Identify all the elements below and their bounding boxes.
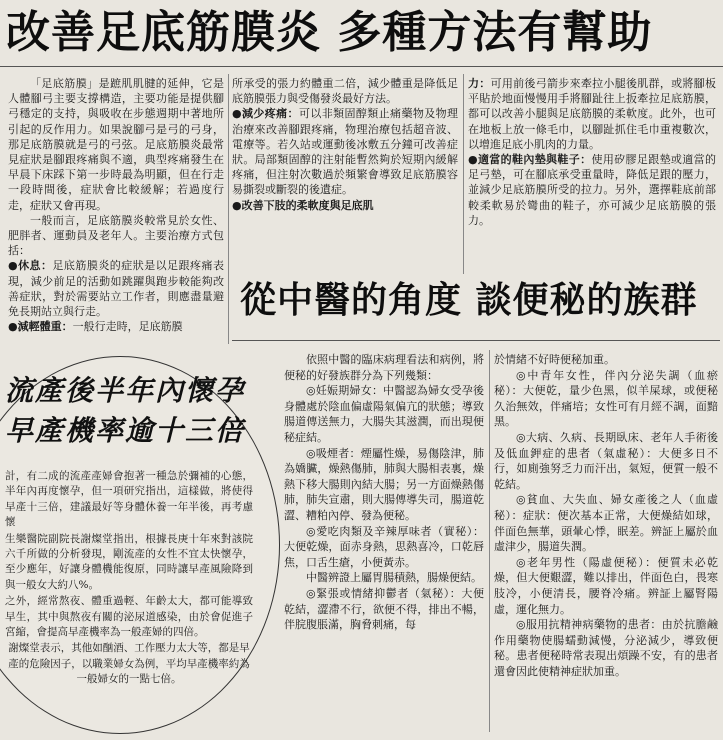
sidebar-title (5, 371, 255, 451)
article-column-3 (468, 76, 716, 276)
paragraph: 計，有二成的流產產婦會抱著一種急於彌補的心態，半年內再度懷孕，但一項研究指出，這樣做，將使得早產十三倍，建議最好等身體休養一年半後，再考慮懷 (5, 470, 253, 529)
sidebar-body (5, 469, 253, 709)
paragraph: ◎貧血、大失血、婦女產後之人（血虛秘）：症狀：便次基本正常，大便燥結如球，伴面色無華，頭暈心悸，眠差。辨証上屬於血虛津少，腸道失潤。 (494, 493, 718, 554)
paragraph: ◎妊娠期婦女：中醫認為婦女受孕後身體處於陰血偏虛陽氣偏亢的狀態；導致腸道傳送無力，大腸失其滋潤，而出現便秘症結。 (284, 384, 484, 444)
bullet-text: 一般行走時，足底筋膜 (72, 320, 183, 334)
article-column-5 (494, 352, 718, 732)
headline-constipation: 從中醫的角度 談便秘的族群 (240, 280, 698, 321)
bullet-text: 可用前後弓箭步來牽拉小腿後肌群，或將腳板平貼於地面慢慢用手將腳趾往上扳牽拉足底筋膜，都可以改善小腿與足底筋膜的柔軟度。此外，也可在地板上放一條毛巾，以腳趾抓住毛巾重複數次，以增進足底小肌肉的力量。 (468, 77, 716, 151)
paragraph: 所承受的張力約體重二倍，減少體重是降低足底筋膜張力與受傷發炎最好方法。 (232, 77, 458, 106)
column-divider (463, 74, 464, 274)
paragraph: ◎服用抗精神病藥物的患者：由於抗膽鹼作用藥物使腸蠕動減慢，分泌減少，導致便秘。患者便秘時常表現出煩躁不安，有的患者還會因此使精神症狀加重。 (494, 618, 718, 678)
paragraph: 一般而言，足底筋膜炎較常見於女性、肥胖者、運動員及老年人。主要治療方式包括： (8, 213, 224, 258)
paragraph: 之外，經常熬夜、體重過輕、年齡太大，都可能導致早生，其中與熬夜有關的泌尿道感染，由於會促進子宮縮，會提高早產機率為一般產婦的四倍。 (5, 595, 253, 639)
paragraph: 謝燦堂表示，其他如酗酒、工作壓力太大等，都是早產的危險因子，以職業婦女為例，平均早產機率約為一般婦女的一點七倍。 (8, 642, 250, 686)
bullet-heading: ●減輕體重： (8, 320, 73, 334)
article-column-1 (8, 76, 224, 366)
bullet-text: 使用矽膠足跟墊或適當的足弓墊，可在腳底承受重量時，降低足跟的壓力，並減少足底筋膜所受的拉力。另外，選擇鞋底前部較柔軟易於彎曲的鞋子，亦可減少足底筋膜的張力。 (468, 153, 716, 227)
paragraph: 依照中醫的臨床病理看法和病例，將便秘的好發族群分為下列幾類： (284, 353, 484, 382)
paragraph: ◎緊張或情緒抑鬱者（氣秘）：大便乾結，澀滯不行，欲便不得，排出不暢，伴脘腹脹滿，胸脅刺痛，每 (284, 586, 484, 632)
column-divider (489, 350, 490, 732)
column-divider (228, 74, 229, 344)
sidebar-oval-region (0, 356, 284, 740)
article-column-2 (232, 76, 458, 276)
sidebar-title-line: 流產後半年內懷孕 (5, 374, 246, 407)
bullet-heading: ●減少疼痛： (232, 107, 299, 121)
paragraph: ◎吸煙者：煙屬性燥，易傷陰津，肺為嬌臟，燥熱傷肺，肺與大腸相表裏，燥熱下移大腸則內結大腸；另一方面燥熱傷肺，肺失宣肅，則大腸傳導失司，腸道乾澀、糟粕內停、發為便秘。 (284, 446, 484, 522)
section-divider (232, 340, 720, 341)
paragraph: ◎愛吃肉類及辛辣厚味者（實秘）：大便乾燥，面赤身熱，思熱喜冷，口乾唇焦，口舌生瘡，小便黃赤。 (284, 524, 484, 569)
paragraph: ◎大病、久病、長期臥床、老年人手術後及低血鉀症的患者（氣虛秘）：大便多日不行，如廁強努乏力而汗出，氣短，便質一般不乾結。 (494, 430, 718, 491)
paragraph (468, 76, 716, 152)
paragraph: 中醫辨證上屬胃腸積熱，腸燥便結。 (306, 571, 482, 585)
bullet-rest (8, 258, 224, 319)
sidebar-title-line: 早產機率逾十三倍 (5, 414, 246, 447)
paragraph: 於情緒不好時便秘加重。 (494, 353, 615, 366)
bullet-text: 足底筋膜炎的症狀是以足跟疼痛表現，減少前足的活動如跳躍與跑步較能夠改善症狀，對於需要站立工作者，則應盡量避免長期站立與行走。 (8, 259, 224, 319)
bullet-heading: 力： (468, 77, 491, 90)
bullet-heading: ●休息： (8, 259, 53, 273)
paragraph: 生樂醫院副院長謝燦堂指出，根據長庚十年來對該院六千所做的分析發現，剛流產的女性不宜太快懷孕，至少應年，好讓身體機能復原，同時讓早產風險降到與一般女大約八%。 (5, 532, 253, 591)
paragraph: ◎老年男性（陽虛便秘）：便質未必乾燥，但大便艱澀，難以排出，伴面色白，畏寒肢冷，小便清長，腰脊冷痛。辨証上屬腎陽虛，運化無力。 (494, 555, 718, 616)
bullet-weight (8, 319, 224, 334)
bullet-text: 可以非類固醇類止痛藥物及物理治療來改善腳跟疼痛，物理治療包括超音波、電療等。若久站或運動後冰敷五分鐘可改善症狀。局部類固醇的注射能暫然夠於短期內緩解疼痛，但注射次數過於頻繁會導致足底筋膜容易撕裂或斷裂的後遺症。 (232, 107, 458, 197)
bullet-pain (232, 106, 458, 197)
headline-plantar-fasciitis: 改善足底筋膜炎 多種方法有幫助 (6, 7, 653, 58)
sidebar-oval (0, 356, 280, 734)
bullet-heading: ●適當的鞋內墊與鞋子： (468, 153, 592, 167)
bullet-flexibility-heading: ●改善下肢的柔軟度與足底肌 (232, 198, 374, 212)
bullet-shoes (468, 152, 716, 228)
paragraph: ◎中青年女性，伴內分泌失調（血瘀秘）：大便乾，量少色黑，似羊屎球，或便秘久治無效，伴痛培；女性可有月經不調，面黯黑。 (494, 368, 718, 429)
article-column-4 (284, 352, 484, 732)
paragraph: 「足底筋膜」是蹠肌肌腱的延伸，它是人體腳弓主要支撐構造，主要功能是提供腳弓穩定的支持，與吸收在步態週期中著地所引起的反作用力。如果說腳弓是弓的弓身，那足底筋膜就是弓的弓弦。足底筋膜炎最常見症狀是腳跟疼痛與不適，典型疼痛發生在早晨下床踩下第一步時最為明顯，但在行走一段時間後，症狀會比較緩解；若過度行走，症狀又會再現。 (8, 77, 224, 212)
top-divider (0, 66, 723, 67)
